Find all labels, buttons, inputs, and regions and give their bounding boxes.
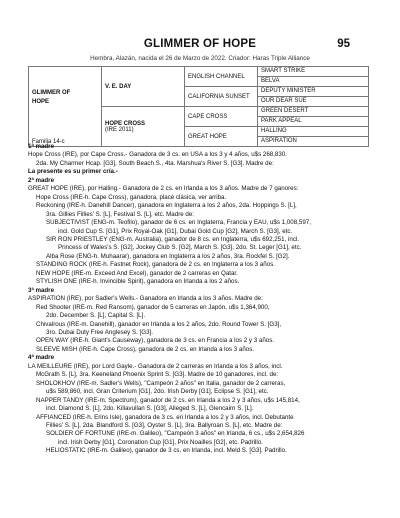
- text-line: Hope Cross (IRE-h. Cape Cross), ganadora, placé clásica, ver arriba.: [36, 193, 227, 201]
- pedigree-dam-cell: [102, 107, 185, 147]
- text-line: STYLISH ONE (IRE-h. Invincible Spirit), ganadora en Irlanda a los 2 años.: [36, 278, 240, 286]
- horse-title: GLIMMER OF HOPE: [143, 38, 257, 50]
- horse-subtitle: Hembra, Alazán, nacida el 26 de Marzo de 2022. Criador: Haras Triple Alliance: [90, 55, 310, 62]
- text-line: SIR RON PRIESTLEY (ENG-m. Australia), ganador de 8 cs. en Inglaterra, u$s 692,251, incl.: [46, 235, 300, 243]
- section-heading: 4ª madre: [28, 354, 55, 362]
- pedigree-sire-sire: ENGLISH CHANNEL: [185, 67, 258, 87]
- text-line: incl. Diamond S. [L], 2do. Killavullan S. [G3], Alleged S. [L], Glencairn S. [L].: [46, 405, 254, 413]
- text-line: SHOLOKHOV (IRE-m. Sadler's Wells), "Campeón 2 años" en Italia, ganador de 2 carreras,: [36, 379, 286, 387]
- section-heading: 2ª madre: [28, 176, 55, 184]
- text-line: Princess of Wales's S. [G2], Jockey Club S. [G2], March S. [G3], 2do. St. Leger [G1], etc.: [58, 244, 302, 252]
- text-line: SOLDIER OF FORTUNE (IRE-m. Galileo), "Campeón 3 años" en Irlanda, 6 cs., u$s 2,654,826: [46, 430, 305, 438]
- text-line: La presente es su primer cría.-: [28, 168, 118, 176]
- text-line: GREAT HOPE (IRE), por Halling.- Ganadora de 2 cs. en Irlanda a los 3 años. Madre de 7 ganores:: [28, 185, 299, 193]
- text-line: LA MEILLEURE (IRE), por Lord Gayle.- Ganadora de 2 carreras en Irlanda a los 3 años, incl.: [28, 362, 283, 370]
- pedigree-ggp-4: OUR DEAR SUE: [258, 97, 369, 107]
- pedigree-dam-note: (IRE 2011): [105, 126, 134, 133]
- text-line: AFFIANCED (IRE-h. Erins Isle), ganadora de 3 cs. en Irlanda a los 2 y 3 años, incl. Debutante: [36, 413, 294, 421]
- pedigree-ggp-1: SMART STRIKE: [258, 67, 369, 77]
- text-line: Fillies' S. [L], 2da. Blandford S. [G3], Oyster S. [L], 3ra. Ballyroan S. [L], etc. Madre de:: [46, 421, 283, 429]
- text-line: 2do. December S. [L], Capital S. [L].: [46, 312, 146, 320]
- pedigree-sire: V. E. DAY: [102, 67, 185, 107]
- pedigree-ggp-5: GREEN DESERT: [258, 107, 369, 117]
- pedigree-ggp-7: HALLING: [258, 127, 369, 137]
- text-line: McGrath S. [L], 3ra. Keeneland Phoenix Sprint S. [G3]. Madre de 10 ganadores, incl. de:: [36, 371, 279, 379]
- text-line: ASPIRATION (IRE), por Sadler's Wells.- Ganadora en Irlanda a los 3 años. Madre de:: [28, 295, 263, 303]
- pedigree-dam: HOPE CROSS: [105, 120, 146, 127]
- pedigree-horse: GLIMMER OF HOPE: [32, 90, 71, 105]
- text-line: HELIOSTATIC (IRE-m. Galileo), ganador de 3 cs. en Irlanda, incl. Meld S. [G3]. Padrillo.: [46, 447, 287, 455]
- pedigree-sire-dam: CALIFORNIA SUNSET: [185, 87, 258, 107]
- pedigree-dam-sire: CAPE CROSS: [185, 107, 258, 127]
- text-line: u$s 589,860, incl. Gran Criterium [G1], 2do. Irish Derby [G1], Eclipse S. [G1], etc.: [46, 388, 269, 396]
- text-line: 3ro. Dubai Duty Free Anglesey S. [G3].: [46, 328, 153, 336]
- text-line: 2da. My Charmer Hcap. [G3], South Beach S., 4ta. Marshua's River S. [G3]. Madre de:: [36, 159, 274, 167]
- text-line: OPEN WAY (IRE-h. Giant's Causeway), ganadora de 3 cs. en Francia a los 2 y 3 años.: [36, 337, 275, 345]
- text-line: incl. Irish Derby [G1], Coronation Cup [G1], Prix Noailles [G2], etc. Padrillo.: [58, 438, 263, 446]
- text-line: NAPPER TANDY (IRE-m. Spectrum), ganador de 2 cs. en Irlanda a los 2 y 3 años, u$s 145,814,: [36, 396, 300, 404]
- text-line: Red Shooter (IRE-m. Red Ransom), ganador de 5 carreras en Japón, u$s 1,364,900,: [36, 303, 270, 311]
- lot-number: 95: [337, 38, 350, 50]
- text-line: SLEEVE MISH (IRE-h. Cape Cross), ganadora de 2 cs. en Irlanda a los 3 años.: [36, 345, 255, 353]
- pedigree-family: Familia 14-c: [32, 139, 65, 145]
- text-line: SUBJECTIVIST (ENG-m. Teofilo), ganador de 6 cs. en Inglaterra, Francia y EAU, u$s 1,008,597,: [46, 219, 311, 227]
- text-line: Hope Cross (IRE), por Cape Cross.- Ganadora de 3 cs. en USA a los 3 y 4 años, u$s 268,830.: [28, 151, 287, 159]
- pedigree-ggp-3: DEPUTY MINISTER: [258, 87, 369, 97]
- pedigree-table: [28, 66, 369, 147]
- pedigree-dam-dam: GREAT HOPE: [185, 127, 258, 147]
- text-line: Alba Rose (ENG-h. Muhaarar), ganadora en Inglaterra a los 2 años, 3ra. Rockfel S. [G2].: [46, 252, 290, 260]
- pedigree-ggp-2: BELVA: [258, 77, 369, 87]
- text-line: incl. Gold Cup S. [G1], Prix Royal-Oak [G1], Dubai Gold Cup [G2], March S. [G3], etc.: [58, 227, 293, 235]
- family-text: [28, 143, 374, 456]
- text-line: NEW HOPE (IRE-m. Exceed And Excel), ganador de 2 carreras en Qatar.: [36, 269, 238, 277]
- pedigree-ggp-6: PARK APPEAL: [258, 117, 369, 127]
- pedigree-horse-cell: [29, 67, 102, 147]
- pedigree-ggp-8: ASPIRATION: [258, 137, 369, 147]
- text-line: Chivalrous (IRE-m. Danehill), ganador en Irlanda a los 2 años, 2do. Round Tower S. [G3],: [36, 320, 282, 328]
- text-line: Reckoning (IRE-h. Danehill Dancer), ganadora en Inglaterra a los 2 años, 2da. Hoppings S. [L],: [36, 202, 297, 210]
- section-heading: 3ª madre: [28, 286, 55, 294]
- text-line: 3ra. Gillies Fillies' S. [L], Festival S. [L], etc. Madre de:: [46, 210, 195, 218]
- text-line: STANDING ROCK (IRE-h. Fastnet Rock), ganadora de 2 cs. en Inglaterra a los 3 años.: [36, 261, 275, 269]
- section-heading: 1ª madre: [28, 143, 55, 150]
